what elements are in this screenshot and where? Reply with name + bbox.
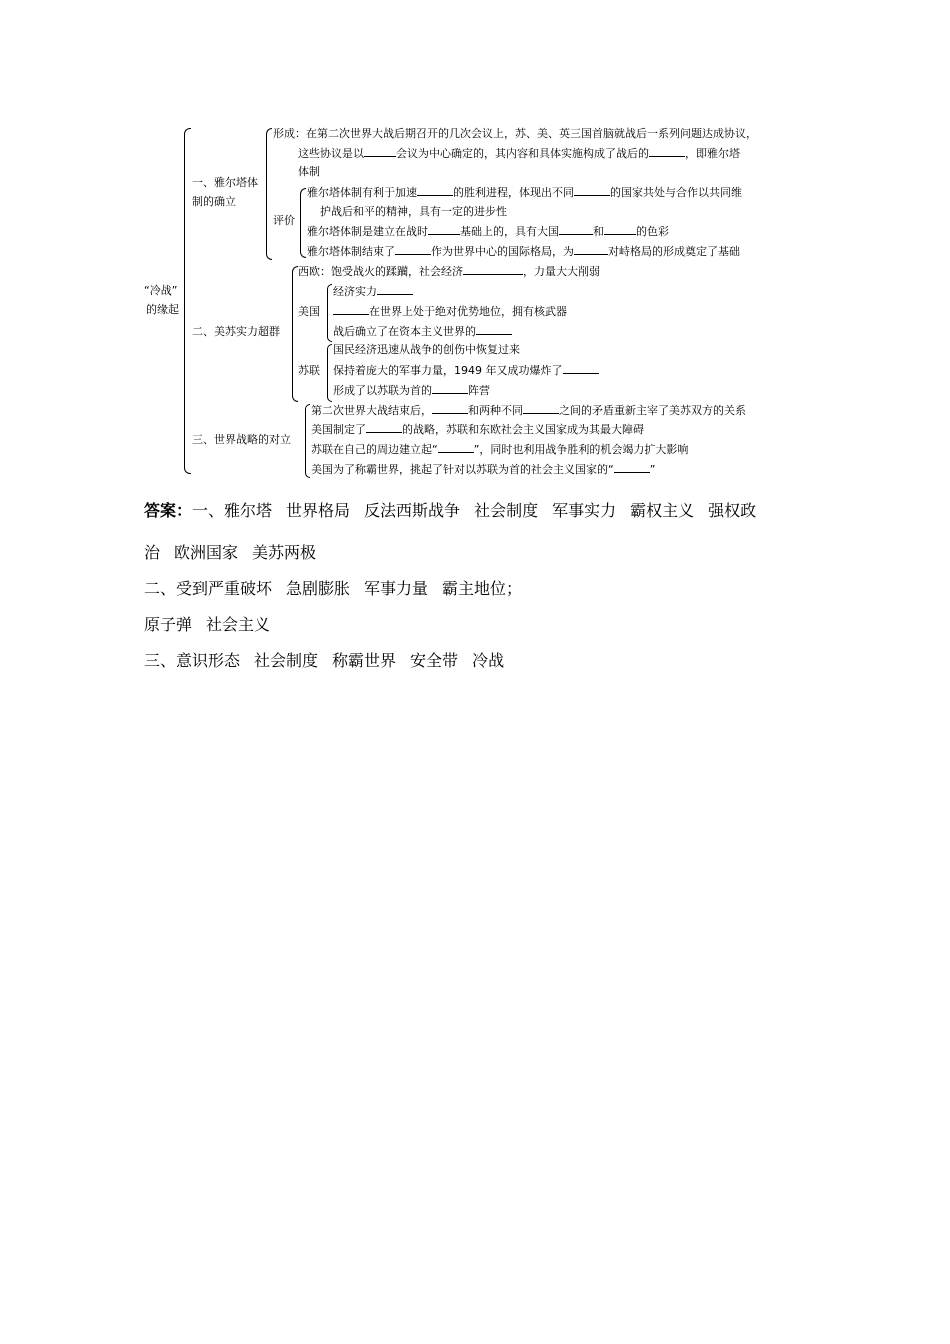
section2-title: 二、美苏实力超群	[192, 325, 280, 338]
evaluation-label: 评价	[273, 214, 295, 227]
answer-line-3	[144, 574, 834, 610]
section3-line4: 美国为了称霸世界，挑起了针对以苏联为首的社会主义国家的“ ”	[311, 463, 656, 476]
answer-line-4	[144, 610, 834, 646]
section3-brace	[305, 404, 310, 478]
formation-line2: 这些协议是以 会议为中心确定的，其内容和具体实施构成了战后的 ，即雅尔塔	[298, 147, 740, 160]
evaluation-line2: 雅尔塔体制是建立在战时 基础上的，具有大国 和 的色彩	[307, 225, 669, 238]
answer-item: 治	[144, 543, 161, 562]
answer-item: 军事力量	[364, 579, 429, 598]
western-europe-line: 西欧：饱受战火的蹂躏，社会经济 ，力量大大削弱	[298, 265, 600, 278]
answer-item: 社会主义	[206, 615, 271, 634]
answer-item: 三、意识形态	[144, 651, 241, 670]
us-line2: 在世界上处于绝对优势地位，拥有核武器	[333, 303, 567, 320]
answer-item: 冷战	[472, 651, 505, 670]
root-label-line2: 的缘起	[146, 303, 179, 316]
answer-line-2	[144, 538, 834, 574]
evaluation-brace	[300, 188, 306, 258]
answer-line-1	[144, 496, 834, 532]
section1-brace	[266, 128, 272, 260]
ussr-line1: 国民经济迅速从战争的创伤中恢复过来	[333, 343, 520, 356]
answer-label: 答案：	[144, 501, 193, 520]
answer-line-5	[144, 646, 834, 682]
answer-item: 美苏两极	[252, 543, 317, 562]
evaluation-line1: 雅尔塔体制有利于加速 的胜利进程，体现出不同 的国家共处与合作以共同维	[307, 186, 742, 199]
answer-item: 霸权主义	[630, 501, 695, 520]
answer-item: 社会制度	[254, 651, 319, 670]
answer-item: 霸主地位；	[442, 579, 523, 598]
answer-item: 安全带	[410, 651, 459, 670]
answer-item: 反法西斯战争	[364, 501, 461, 520]
ussr-brace	[327, 344, 332, 402]
answer-item: 原子弹	[144, 615, 193, 634]
us-brace	[327, 284, 332, 342]
root-brace	[184, 128, 191, 474]
us-line3: 战后确立了在资本主义世界的	[333, 323, 512, 340]
answer-item: 二、受到严重破坏	[144, 579, 273, 598]
ussr-label: 苏联	[298, 364, 320, 377]
evaluation-line1-cont: 护战后和平的精神，具有一定的进步性	[320, 205, 507, 218]
us-label: 美国	[298, 305, 320, 318]
answer-item: 强权政	[708, 501, 757, 520]
answer-block	[144, 496, 834, 682]
section1-title-line1: 一、雅尔塔体	[192, 176, 258, 189]
section2-brace	[292, 266, 298, 402]
answer-item: 世界格局	[286, 501, 351, 520]
root-label-line1: “冷战”	[144, 284, 178, 297]
ussr-line2: 保持着庞大的军事力量，1949 年又成功爆炸了	[333, 362, 599, 379]
concept-map	[0, 0, 950, 480]
answer-item: 欧洲国家	[174, 543, 239, 562]
section3-line3: 苏联在自己的周边建立起“ ”，同时也利用战争胜利的机会竭力扩大影响	[311, 443, 689, 456]
answer-item: 军事实力	[552, 501, 617, 520]
answer-item: 急剧膨胀	[286, 579, 351, 598]
evaluation-line3: 雅尔塔体制结束了 作为世界中心的国际格局，为 对峙格局的形成奠定了基础	[307, 245, 740, 258]
answer-item: 称霸世界	[332, 651, 397, 670]
formation-line3: 体制	[298, 165, 320, 178]
section1-title-line2: 制的确立	[192, 195, 236, 208]
section3-title: 三、世界战略的对立	[192, 433, 291, 446]
answer-item: 社会制度	[474, 501, 539, 520]
section3-line2: 美国制定了 的战略，苏联和东欧社会主义国家成为其最大障碍	[311, 423, 644, 436]
formation-line1: 形成：在第二次世界大战后期召开的几次会议上，苏、美、英三国首脑就战后一系列问题达成协议，	[273, 127, 757, 140]
us-line1: 经济实力	[333, 283, 413, 300]
ussr-line3: 形成了以苏联为首的 阵营	[333, 384, 490, 397]
section3-line1: 第二次世界大战结束后， 和两种不同 之间的矛盾重新主宰了美苏双方的关系	[311, 404, 746, 417]
answer-item: 一、雅尔塔	[192, 501, 273, 520]
